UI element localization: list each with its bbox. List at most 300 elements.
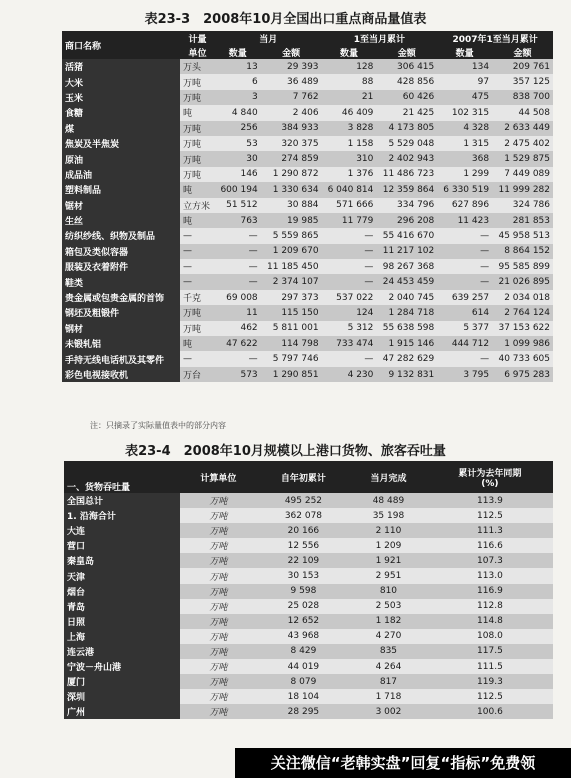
cell-yoy: 111.3: [427, 523, 553, 538]
cell-cum: 12 652: [257, 614, 350, 629]
table-row: [64, 538, 553, 553]
cell-q3: 6 330 519: [437, 182, 492, 197]
cell-q3: 444 712: [437, 336, 492, 351]
cell-unit: 万吨: [180, 136, 215, 151]
table-row: [62, 290, 553, 305]
cell-a1: 114 798: [261, 336, 322, 351]
cell-name: 钢坯及粗锻件: [62, 305, 180, 320]
cell-q2: 733 474: [322, 336, 377, 351]
cell-q3: 5 377: [437, 321, 492, 336]
table1-title: 表23-3 2008年10月全国出口重点商品量值表: [144, 12, 427, 27]
cell-name: 手持无线电话机及其零件: [62, 351, 180, 366]
cell-a2: 12 359 864: [376, 182, 437, 197]
cell-a3: 838 700: [492, 90, 553, 105]
cell-yoy: 114.8: [427, 614, 553, 629]
cell-cum: 495 252: [257, 493, 350, 508]
cell-yoy: 112.5: [427, 508, 553, 523]
cell-q1: 11: [215, 305, 261, 320]
cell-a1: 5 811 001: [261, 321, 322, 336]
cell-q3: 11 423: [437, 213, 492, 228]
table-row: [62, 305, 553, 320]
cell-name: 秦皇岛: [64, 553, 180, 568]
cell-name: 原油: [62, 151, 180, 166]
header-category: 一、货物吞吐量: [64, 461, 180, 493]
cell-a3: 2 034 018: [492, 290, 553, 305]
cell-a1: 1 330 634: [261, 182, 322, 197]
cell-a1: 1 209 670: [261, 244, 322, 259]
table-row: [62, 136, 553, 151]
cell-cum: 9 598: [257, 584, 350, 599]
header-yoy: [427, 461, 553, 493]
cell-q2: 1 158: [322, 136, 377, 151]
cell-q1: 6: [215, 74, 261, 89]
cell-a2: 60 426: [376, 90, 437, 105]
cell-cum: 20 166: [257, 523, 350, 538]
header-amt: 金额: [376, 45, 437, 59]
cell-a3: 281 853: [492, 213, 553, 228]
cell-a1: 297 373: [261, 290, 322, 305]
cell-q2: 88: [322, 74, 377, 89]
cell-name: 鞋类: [62, 274, 180, 289]
cell-name: 箱包及类似容器: [62, 244, 180, 259]
header-amt: 金额: [261, 45, 322, 59]
cell-cum: 25 028: [257, 599, 350, 614]
cell-a2: 47 282 629: [376, 351, 437, 366]
cell-a3: 40 733 605: [492, 351, 553, 366]
cell-name: 彩色电视接收机: [62, 367, 180, 382]
cell-cum: 362 078: [257, 508, 350, 523]
cell-a1: 30 884: [261, 198, 322, 213]
table-row: [64, 568, 553, 583]
cell-unit: 万头: [180, 59, 215, 74]
cell-yoy: 108.0: [427, 629, 553, 644]
cell-unit: 万台: [180, 367, 215, 382]
cell-q2: —: [322, 274, 377, 289]
cell-q3: 614: [437, 305, 492, 320]
cell-name: 全国总计: [64, 493, 180, 508]
cell-unit: 吨: [180, 105, 215, 120]
cell-q3: 134: [437, 59, 492, 74]
cell-name: 未锻轧铝: [62, 336, 180, 351]
export-table: [62, 31, 553, 382]
cell-a1: 320 375: [261, 136, 322, 151]
cell-month: 2 503: [350, 599, 427, 614]
cell-yoy: 111.5: [427, 659, 553, 674]
header-qty: 数量: [322, 45, 377, 59]
table-row: [64, 629, 553, 644]
cell-a3: 2 633 449: [492, 121, 553, 136]
table2-title: 表23-4 2008年10月规模以上港口货物、旅客吞吐量: [125, 444, 446, 459]
cell-q2: 6 040 814: [322, 182, 377, 197]
cell-cum: 43 968: [257, 629, 350, 644]
cell-a1: 7 762: [261, 90, 322, 105]
cell-name: 深圳: [64, 689, 180, 704]
cell-a3: 6 975 283: [492, 367, 553, 382]
cell-name: 焦炭及半焦炭: [62, 136, 180, 151]
cell-q3: 1 315: [437, 136, 492, 151]
cell-a2: 11 486 723: [376, 167, 437, 182]
cell-cum: 30 153: [257, 568, 350, 583]
cell-unit: —: [180, 274, 215, 289]
cell-q1: 4 840: [215, 105, 261, 120]
port-table: [64, 461, 553, 719]
cell-name: 1. 沿海合计: [64, 508, 180, 523]
header-month: 当月: [215, 31, 322, 45]
header-prev: 2007年1至当月累计: [437, 31, 553, 45]
table-row: [62, 213, 553, 228]
cell-q3: 475: [437, 90, 492, 105]
cell-q1: —: [215, 244, 261, 259]
cell-q2: 128: [322, 59, 377, 74]
cell-month: 1 921: [350, 553, 427, 568]
cell-name: 天津: [64, 568, 180, 583]
cell-month: 4 270: [350, 629, 427, 644]
cell-name: 生丝: [62, 213, 180, 228]
header-cum: 1至当月累计: [322, 31, 438, 45]
cell-name: 服装及衣着附件: [62, 259, 180, 274]
cell-a1: 274 859: [261, 151, 322, 166]
cell-month: 1 209: [350, 538, 427, 553]
cell-name: 烟台: [64, 584, 180, 599]
cell-name: 活猪: [62, 59, 180, 74]
cell-month: 835: [350, 644, 427, 659]
cell-month: 3 002: [350, 704, 427, 719]
promo-banner: 关注微信“老韩实盘”回复“指标”免费领: [235, 748, 571, 778]
cell-unit: 万吨: [180, 90, 215, 105]
cell-yoy: 112.5: [427, 689, 553, 704]
cell-month: 1 182: [350, 614, 427, 629]
cell-unit: —: [180, 259, 215, 274]
cell-name: 青岛: [64, 599, 180, 614]
cell-a3: 2 764 124: [492, 305, 553, 320]
table-row: [62, 74, 553, 89]
cell-q1: 600 194: [215, 182, 261, 197]
header-month: 当月完成: [350, 461, 427, 493]
cell-a1: 2 374 107: [261, 274, 322, 289]
table-row: [64, 689, 553, 704]
cell-q2: 21: [322, 90, 377, 105]
cell-unit: 吨: [180, 336, 215, 351]
cell-unit: —: [180, 244, 215, 259]
cell-q2: 537 022: [322, 290, 377, 305]
cell-unit: 万吨: [180, 167, 215, 182]
table-row: [62, 151, 553, 166]
cell-yoy: 116.9: [427, 584, 553, 599]
cell-month: 817: [350, 674, 427, 689]
table-row: [62, 90, 553, 105]
cell-a2: 21 425: [376, 105, 437, 120]
cell-q3: —: [437, 351, 492, 366]
table-row: [62, 198, 553, 213]
cell-unit: 万吨: [180, 599, 257, 614]
header-unit-top: 计量: [180, 31, 215, 45]
cell-q3: —: [437, 274, 492, 289]
cell-a1: 2 406: [261, 105, 322, 120]
cell-cum: 44 019: [257, 659, 350, 674]
cell-unit: 万吨: [180, 584, 257, 599]
cell-q1: 51 512: [215, 198, 261, 213]
table-row: [64, 523, 553, 538]
cell-q3: 4 328: [437, 121, 492, 136]
cell-unit: 万吨: [180, 508, 257, 523]
cell-a3: 209 761: [492, 59, 553, 74]
cell-cum: 18 104: [257, 689, 350, 704]
table-row: [62, 105, 553, 120]
cell-a1: 19 985: [261, 213, 322, 228]
cell-q3: —: [437, 228, 492, 243]
cell-a3: 21 026 895: [492, 274, 553, 289]
table-row: [64, 553, 553, 568]
cell-a1: 36 489: [261, 74, 322, 89]
cell-month: 35 198: [350, 508, 427, 523]
cell-month: 810: [350, 584, 427, 599]
cell-name: 厦门: [64, 674, 180, 689]
cell-unit: 万吨: [180, 674, 257, 689]
table-row: [62, 121, 553, 136]
cell-name: 上海: [64, 629, 180, 644]
table-row: [64, 599, 553, 614]
cell-a3: 1 529 875: [492, 151, 553, 166]
cell-a3: 1 099 986: [492, 336, 553, 351]
cell-name: 宁波－舟山港: [64, 659, 180, 674]
table-row: [62, 182, 553, 197]
cell-q2: 310: [322, 151, 377, 166]
cell-unit: 万吨: [180, 538, 257, 553]
cell-a3: 44 508: [492, 105, 553, 120]
table-row: [62, 259, 553, 274]
cell-unit: —: [180, 351, 215, 366]
cell-yoy: 113.0: [427, 568, 553, 583]
cell-unit: 万吨: [180, 305, 215, 320]
cell-q2: 3 828: [322, 121, 377, 136]
cell-yoy: 112.8: [427, 599, 553, 614]
cell-unit: 万吨: [180, 121, 215, 136]
cell-cum: 28 295: [257, 704, 350, 719]
cell-name: 贵金属或包贵金属的首饰: [62, 290, 180, 305]
table-row: [62, 59, 553, 74]
cell-unit: 万吨: [180, 629, 257, 644]
cell-q1: 573: [215, 367, 261, 382]
cell-a1: 1 290 851: [261, 367, 322, 382]
cell-q2: 124: [322, 305, 377, 320]
cell-a2: 1 284 718: [376, 305, 437, 320]
cell-a2: 428 856: [376, 74, 437, 89]
cell-q1: 47 622: [215, 336, 261, 351]
cell-cum: 8 429: [257, 644, 350, 659]
table-row: [64, 659, 553, 674]
cell-month: 2 951: [350, 568, 427, 583]
cell-name: 营口: [64, 538, 180, 553]
cell-q1: —: [215, 351, 261, 366]
cell-a2: 296 208: [376, 213, 437, 228]
cell-month: 48 489: [350, 493, 427, 508]
cell-q3: 627 896: [437, 198, 492, 213]
cell-yoy: 117.5: [427, 644, 553, 659]
cell-name: 钢材: [62, 321, 180, 336]
cell-q1: 69 008: [215, 290, 261, 305]
cell-name: 日照: [64, 614, 180, 629]
cell-q3: 1 299: [437, 167, 492, 182]
header-cum: 自年初累计: [257, 461, 350, 493]
cell-unit: 万吨: [180, 568, 257, 583]
cell-unit: 万吨: [180, 523, 257, 538]
table-row: [62, 351, 553, 366]
cell-a1: 115 150: [261, 305, 322, 320]
table-row: [62, 167, 553, 182]
cell-q1: 146: [215, 167, 261, 182]
table1-note: 注：只摘录了实际量值表中的部分内容: [90, 421, 226, 430]
cell-q1: 53: [215, 136, 261, 151]
cell-yoy: 113.9: [427, 493, 553, 508]
cell-name: 成品油: [62, 167, 180, 182]
cell-yoy: 107.3: [427, 553, 553, 568]
table-row: [62, 244, 553, 259]
cell-q2: 4 230: [322, 367, 377, 382]
cell-q2: 1 376: [322, 167, 377, 182]
cell-a3: 357 125: [492, 74, 553, 89]
table-row: [64, 674, 553, 689]
cell-a2: 4 173 805: [376, 121, 437, 136]
cell-unit: 万吨: [180, 614, 257, 629]
cell-a3: 2 475 402: [492, 136, 553, 151]
cell-q1: 256: [215, 121, 261, 136]
cell-q1: —: [215, 228, 261, 243]
header-unit: 计算单位: [180, 461, 257, 493]
table-row: [62, 274, 553, 289]
cell-unit: 万吨: [180, 74, 215, 89]
cell-q3: 368: [437, 151, 492, 166]
cell-cum: 12 556: [257, 538, 350, 553]
cell-unit: 万吨: [180, 689, 257, 704]
cell-unit: 吨: [180, 213, 215, 228]
cell-unit: 万吨: [180, 151, 215, 166]
cell-name: 广州: [64, 704, 180, 719]
cell-cum: 22 109: [257, 553, 350, 568]
header-qty: 数量: [437, 45, 492, 59]
cell-q2: —: [322, 244, 377, 259]
table-row: [62, 228, 553, 243]
cell-month: 1 718: [350, 689, 427, 704]
cell-name: 锯材: [62, 198, 180, 213]
cell-q1: 30: [215, 151, 261, 166]
cell-a2: 55 638 598: [376, 321, 437, 336]
cell-q1: —: [215, 274, 261, 289]
cell-name: 大连: [64, 523, 180, 538]
cell-a3: 95 585 899: [492, 259, 553, 274]
cell-a3: 324 786: [492, 198, 553, 213]
cell-q1: —: [215, 259, 261, 274]
cell-unit: 万吨: [180, 659, 257, 674]
cell-a1: 29 393: [261, 59, 322, 74]
cell-q2: —: [322, 228, 377, 243]
cell-unit: 立方米: [180, 198, 215, 213]
cell-a3: 37 153 622: [492, 321, 553, 336]
cell-q3: 3 795: [437, 367, 492, 382]
cell-unit: —: [180, 228, 215, 243]
cell-a2: 11 217 102: [376, 244, 437, 259]
cell-name: 连云港: [64, 644, 180, 659]
table-row: [62, 321, 553, 336]
cell-a3: 8 864 152: [492, 244, 553, 259]
cell-yoy: 119.3: [427, 674, 553, 689]
header-name: 商口名称: [62, 31, 180, 59]
cell-a2: 334 796: [376, 198, 437, 213]
header-yoy-top: 累计为去年同期: [458, 468, 522, 479]
cell-a3: 45 958 513: [492, 228, 553, 243]
cell-unit: 万吨: [180, 704, 257, 719]
cell-a2: 1 915 146: [376, 336, 437, 351]
cell-name: 玉米: [62, 90, 180, 105]
table-row: [64, 614, 553, 629]
cell-unit: 万吨: [180, 493, 257, 508]
cell-q1: 13: [215, 59, 261, 74]
table-row: [64, 704, 553, 719]
table-row: [62, 367, 553, 382]
table-row: [62, 336, 553, 351]
cell-q3: 102 315: [437, 105, 492, 120]
cell-q3: 639 257: [437, 290, 492, 305]
cell-unit: 吨: [180, 182, 215, 197]
cell-q3: 97: [437, 74, 492, 89]
cell-cum: 8 079: [257, 674, 350, 689]
cell-a1: 11 185 450: [261, 259, 322, 274]
cell-a2: 2 402 943: [376, 151, 437, 166]
cell-name: 煤: [62, 121, 180, 136]
cell-q2: —: [322, 351, 377, 366]
cell-name: 纺织纱线、织物及制品: [62, 228, 180, 243]
table-row: [64, 508, 553, 523]
cell-yoy: 116.6: [427, 538, 553, 553]
cell-a2: 2 040 745: [376, 290, 437, 305]
cell-a2: 24 453 459: [376, 274, 437, 289]
cell-month: 4 264: [350, 659, 427, 674]
cell-a3: 7 449 089: [492, 167, 553, 182]
cell-a2: 98 267 368: [376, 259, 437, 274]
cell-q2: 46 409: [322, 105, 377, 120]
header-unit-bottom: 单位: [180, 45, 215, 59]
cell-a2: 9 132 831: [376, 367, 437, 382]
cell-unit: 万吨: [180, 644, 257, 659]
table-row: [64, 584, 553, 599]
cell-q3: —: [437, 259, 492, 274]
table-row: [64, 644, 553, 659]
cell-yoy: 100.6: [427, 704, 553, 719]
cell-a2: 5 529 048: [376, 136, 437, 151]
cell-name: 食糖: [62, 105, 180, 120]
cell-q2: —: [322, 259, 377, 274]
cell-a1: 5 797 746: [261, 351, 322, 366]
cell-q2: 11 779: [322, 213, 377, 228]
cell-unit: 万吨: [180, 553, 257, 568]
cell-name: 大米: [62, 74, 180, 89]
cell-a3: 11 999 282: [492, 182, 553, 197]
header-amt: 金额: [492, 45, 553, 59]
table-row: [64, 493, 553, 508]
header-yoy-bottom: (%): [481, 478, 499, 489]
cell-q2: 571 666: [322, 198, 377, 213]
cell-q1: 3: [215, 90, 261, 105]
cell-unit: 万吨: [180, 321, 215, 336]
cell-q2: 5 312: [322, 321, 377, 336]
header-qty: 数量: [215, 45, 261, 59]
cell-name: 塑料制品: [62, 182, 180, 197]
cell-q1: 763: [215, 213, 261, 228]
cell-a1: 384 933: [261, 121, 322, 136]
cell-month: 2 110: [350, 523, 427, 538]
cell-unit: 千克: [180, 290, 215, 305]
cell-a2: 306 415: [376, 59, 437, 74]
cell-a1: 1 290 872: [261, 167, 322, 182]
